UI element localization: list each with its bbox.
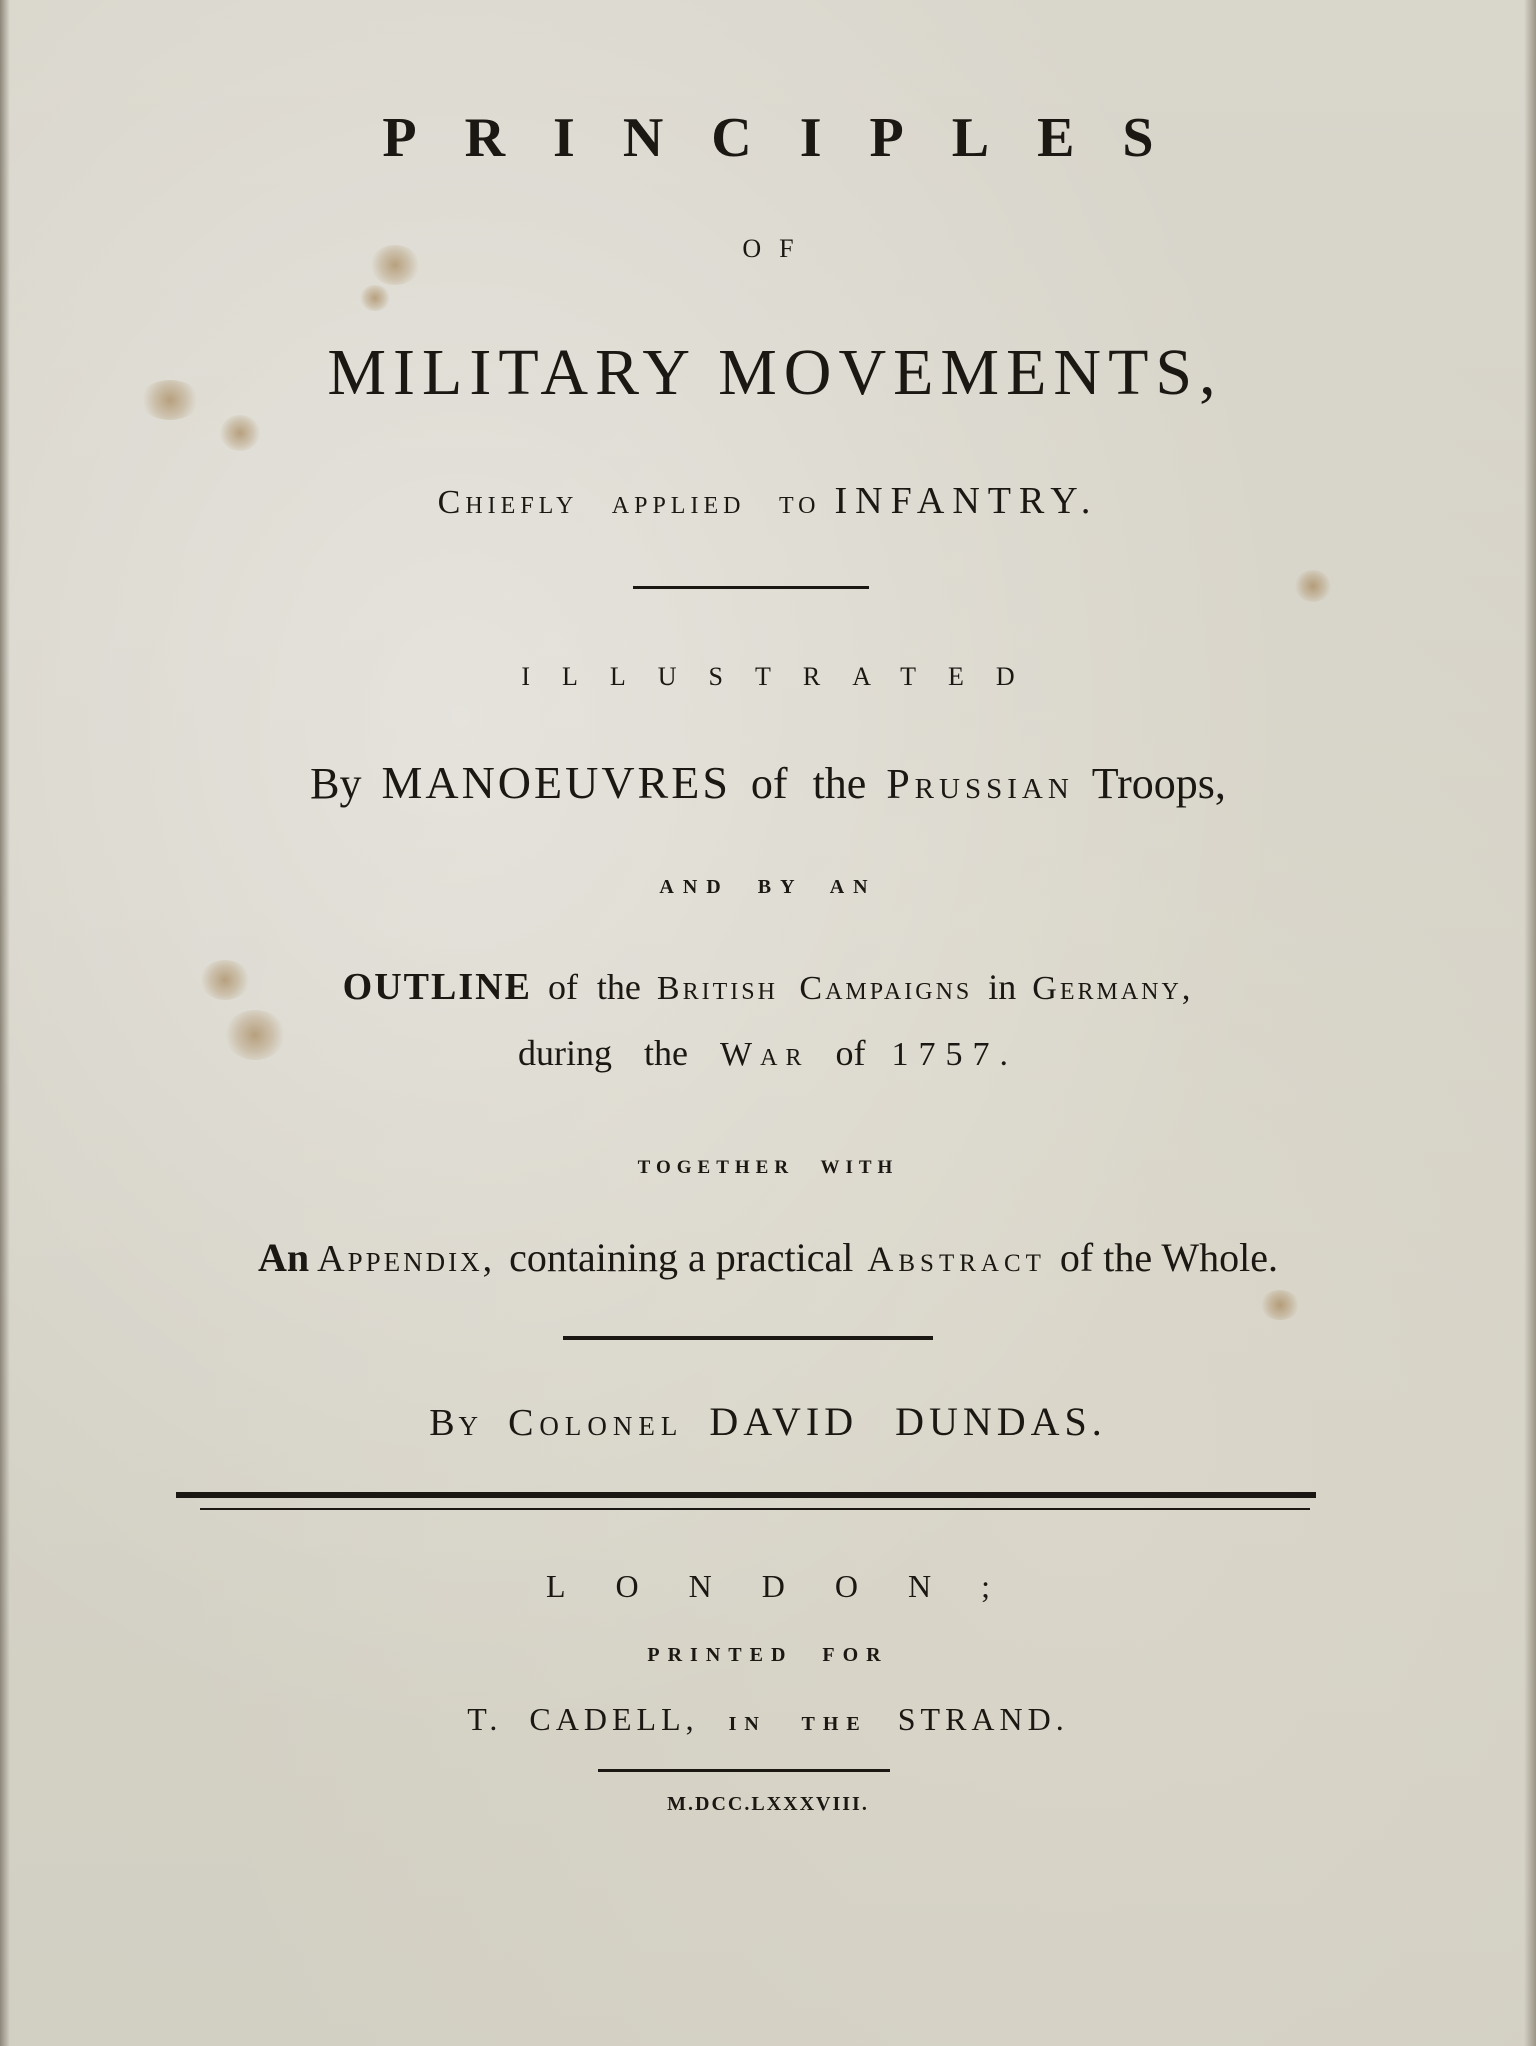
outline-line [0, 968, 1536, 1006]
prussian-word: Prussian [886, 762, 1074, 808]
of-the-words: of the [750, 759, 867, 808]
heading-and-by-an: AND BY AN [659, 876, 877, 898]
subtitle-line [0, 482, 1536, 520]
publisher-name: T. CADELL, [467, 1701, 699, 1737]
british-campaigns-words: British Campaigns [656, 970, 973, 1007]
publisher-strand: STRAND. [897, 1701, 1069, 1737]
of-the-words: of the [547, 967, 641, 1007]
an-word: An [257, 1235, 310, 1280]
heading-illustrated: ILLUSTRATED [521, 662, 1047, 691]
appendix-line [0, 1235, 1536, 1280]
in-word: in [988, 967, 1017, 1007]
foxing-stain [1260, 1290, 1300, 1320]
title-of: OF [742, 234, 812, 263]
ornamental-rule [563, 1336, 933, 1340]
imprint-printed-for: PRINTED FOR [647, 1644, 889, 1666]
by-manoeuvres-line [0, 757, 1536, 808]
imprint-date: M.DCC.LXXXVIII. [667, 1793, 869, 1815]
of-word: of [835, 1033, 866, 1073]
appendix-word: Appendix, [317, 1238, 496, 1280]
double-rule-thick [176, 1492, 1316, 1498]
imprint-publisher-line [0, 1703, 1536, 1735]
war-word: War [720, 1036, 810, 1073]
ornamental-rule [598, 1769, 890, 1772]
page-edge-right [1524, 0, 1536, 2046]
publisher-in-the: IN THE [728, 1713, 868, 1735]
abstract-word: Abstract [867, 1239, 1046, 1279]
author-by: By [429, 1402, 483, 1444]
subtitle-infantry: INFANTRY. [834, 480, 1099, 522]
troops-word: Troops, [1091, 759, 1226, 808]
the-word: the [644, 1033, 689, 1073]
author-line [0, 1399, 1536, 1444]
of-the-whole-words: of the Whole. [1059, 1235, 1278, 1280]
double-rule-thin [200, 1508, 1310, 1510]
title-principles: PRINCIPLES [382, 107, 1202, 169]
year-text: 1757. [891, 1036, 1018, 1073]
title-military-movements: MILITARY MOVEMENTS, [327, 336, 1223, 409]
foxing-stain [360, 285, 390, 311]
page-edge-left [0, 0, 10, 2046]
foxing-stain [1295, 570, 1331, 602]
foxing-stain [220, 415, 260, 451]
imprint-london: LONDON; [546, 1568, 1040, 1604]
during-line [0, 1035, 1536, 1072]
manoeuvres-word: MANOEUVRES [381, 757, 731, 808]
containing-words: containing a practical [509, 1235, 854, 1280]
author-name: DAVID DUNDAS. [709, 1399, 1107, 1444]
during-word: during [518, 1033, 613, 1073]
outline-word: OUTLINE [342, 966, 532, 1008]
author-colonel: Colonel [508, 1402, 684, 1444]
subtitle-chiefly-applied-to: Chiefly applied to [437, 484, 821, 521]
germany-word: Germany, [1032, 970, 1194, 1007]
by-word: By [310, 759, 362, 808]
heading-together-with: TOGETHER WITH [637, 1157, 899, 1178]
ornamental-rule [633, 586, 869, 589]
